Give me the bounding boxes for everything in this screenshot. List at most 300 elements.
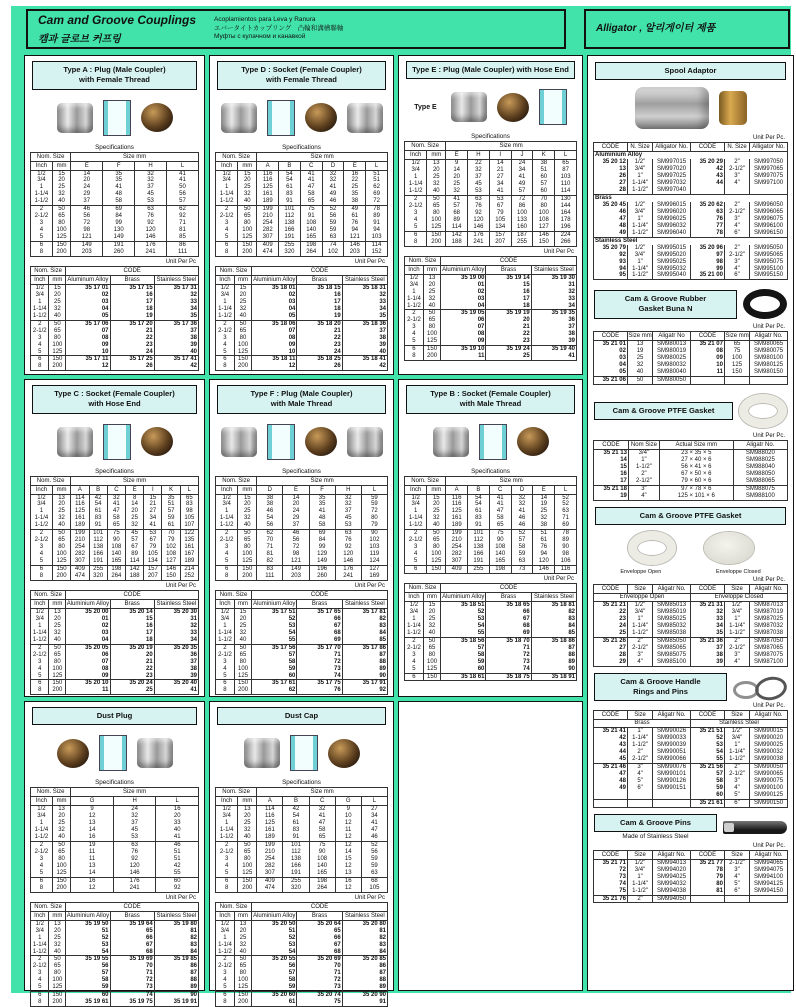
table-row: 75 1-1/2" SM994038 81 6" SM994150 xyxy=(594,888,788,895)
dark-coupler-image xyxy=(517,427,549,456)
data-table: Nom. Size Size mm Inch mm A B C D E L 1/2 15 116 54 41 32 14 52 3/4 20 116 54 41 32 19 52 1 25 125 61 47 41 25 63 1-1/4 32 161 83 58 46 32 71 1-1/2 40 189 91 65 46 38 69 2 50 199 101 75 52 51 78 2-1/2 65 210 112 90 57 61 89 3 80 254 138 108 58 76 90 4 100 282 166 140 59 94 98 5 125 307 191 165 63 120 106 6 150 409 255 198 73 146 116 xyxy=(404,476,577,574)
table-row: 35 20 79 1/2" SM995015 35 20 96 2" SM995050 xyxy=(594,245,788,252)
table-row: 1-1/4 32 04 18 34 xyxy=(216,306,388,313)
table-row: 2 50 35 19 05 35 19 19 35 19 35 xyxy=(405,310,577,317)
table-row: 3/4 20 51 65 81 xyxy=(216,928,388,935)
metal-coupler-image xyxy=(347,427,383,457)
table-row: 2-1/2 65 07 21 37 xyxy=(216,328,388,335)
section-type-b xyxy=(398,379,583,697)
table-row: 5 125 114 146 134 160 127 196 xyxy=(405,224,577,231)
metal-coupler-image xyxy=(221,103,257,133)
metal-coupler-image xyxy=(244,738,280,768)
table-row: 1-1/2 40 54 68 84 xyxy=(216,949,388,956)
table-row: 3/4 20 01 15 31 xyxy=(405,282,577,289)
table-row: 5 125 307 191 165 63 120 106 xyxy=(405,558,577,565)
section-ptfe-gasket-1 xyxy=(593,391,788,501)
table-row: 3/4 20 02 16 32 xyxy=(216,292,388,299)
spec-caption: Specifications xyxy=(471,133,510,141)
table-row: 47 1" SM996025 76 3" SM996075 xyxy=(594,216,788,223)
table-row: 1-1/2 40 04 18 34 xyxy=(405,303,577,310)
type-b-code-table xyxy=(404,583,577,681)
table-row: 1 25 125 61 47 41 25 63 xyxy=(405,508,577,515)
table-row: 1/2 13 9 24 16 xyxy=(31,806,199,813)
table-row: 1 25 52 66 82 xyxy=(216,935,388,942)
table-row: 1 25 53 67 83 xyxy=(216,623,388,630)
table-row: 2-1/2 65 210 112 90 14 56 xyxy=(216,849,388,856)
table-row: 49 6" SM990151 59 4" SM990100 xyxy=(594,785,788,792)
dark-coupler-image xyxy=(141,103,173,132)
section-title: Type A : Plug (Male Coupler) with Female Thread xyxy=(32,61,197,90)
table-row: 8 200 12 26 42 xyxy=(216,363,388,370)
table-row: 1 25 24 41 37 50 xyxy=(31,184,199,191)
section-type-f xyxy=(209,379,394,697)
table-row: 6 150 35 20 10 35 20 24 35 20 40 xyxy=(31,680,199,687)
table-row: 1 25 03 17 33 xyxy=(31,299,199,306)
data-table: Nom. Size CODE Inch mm Aluminum Alloy Brass Stainless Steel 1/2 15 35 17 01 35 17 15 35 17 31 3/4 20 02 16 32 1 25 03 17 33 1-1/4 32 04 18 34 1-1/2 40 05 19 35 2 50 35 17 06 35 17 20 35 17 36 2-1/2 65 07 21 37 3 80 08 22 38 4 100 09 23 39 5 125 10 24 40 6 150 35 17 11 35 17 25 35 17 41 8 200 12 26 42 xyxy=(30,266,199,371)
table-row: 1-1/2 40 32 53 41 57 60 114 xyxy=(405,188,577,195)
table-row: 1 25 03 17 33 xyxy=(216,299,388,306)
table-row: 3 80 08 22 38 xyxy=(216,335,388,342)
table-row: 3/4 20 52 66 82 xyxy=(216,616,388,623)
table-row: 2 50 199 101 75 52 51 78 xyxy=(405,530,577,537)
table-row: 2-1/2 65 11 76 51 xyxy=(31,849,199,856)
section-title: Type F : Plug (Male Coupler) with Male Thread xyxy=(217,385,386,414)
header-translations: Acoplamientos para Leva y Ranura エバータイトカップリング 凸輪和溝槽聯軸 Муфты с кулачном и канавкой xyxy=(214,15,344,41)
data-table: Nom. Size CODE Inch mm Aluminium Alloy Brass Stainless Steel 1/2 13 35 19 50 35 19 64 35 19 80 3/4 20 51 65 81 1 25 52 66 82 1-1/4 32 53 67 83 1-1/2 40 54 68 84 2 50 35 19 55 35 19 69 35 19 85 2-1/2 65 56 70 86 3 80 57 71 87 4 100 58 72 88 5 125 59 73 89 6 150 60 74 90 8 200 35 19 61 35 19 75 35 19 91 xyxy=(30,902,199,1007)
data-table: Nom. Size CODE Inch mm Aluminium Alloy Brass Stainless Steel 1/2 15 35 17 51 35 17 65 35 17 81 3/4 20 52 66 82 1 25 53 67 83 1-1/4 32 54 68 84 1-1/2 40 55 69 85 2 50 35 17 56 35 17 70 35 17 86 2-1/2 65 57 71 87 3 80 58 72 88 4 100 59 73 89 5 125 60 74 90 6 150 35 17 61 35 17 75 35 17 91 8 200 62 76 92 xyxy=(215,590,388,695)
section-title: Cam & Groove Rubber Gasket Buna N xyxy=(594,290,737,319)
table-row: 2-1/2 65 210 112 91 56 61 89 xyxy=(216,213,388,220)
table-row: 6 150 35 19 10 35 19 24 35 19 40 xyxy=(405,346,577,353)
table-row: 6 150 83 149 196 176 127 xyxy=(216,566,388,573)
dust-plug-code-table xyxy=(30,902,199,1007)
pin-image-wrap xyxy=(723,815,787,839)
table-row: 35 21 46 3" SM990076 35 21 56 2" SM990050 xyxy=(594,763,788,770)
envelope-captions: Enveloppe Open Enveloppe Closed xyxy=(620,569,761,576)
table-row: 25 1-1/2" SM985038 35 1-1/2" SM987038 xyxy=(594,630,788,637)
data-table: Nom. Size Size mm Inch mm E F H L 1/2 15 14 35 32 41 3/4 20 20 35 32 41 1 25 24 41 37 50 1-1/4 32 29 48 45 56 1-1/2 40 37 58 53 57 2 50 46 69 63 62 2-1/2 65 56 84 76 92 3 80 72 99 92 71 4 100 98 130 120 81 5 125 121 149 146 85 6 150 149 191 176 86 8 200 203 260 241 111 xyxy=(30,152,199,257)
table-row: 2-1/2 65 06 20 36 xyxy=(31,652,199,659)
table-row: 1/2 15 38 14 35 32 59 xyxy=(216,494,388,501)
dust-cap-code-table xyxy=(215,902,388,1007)
section-title: Dust Plug xyxy=(32,707,197,725)
dust-cap-illustrations xyxy=(215,728,388,778)
tech-drawing-image xyxy=(99,735,127,771)
table-row: 2-1/2 65 70 56 84 76 102 xyxy=(216,537,388,544)
section-title: Cam & Groove Pins xyxy=(594,814,717,832)
table-row: 2 50 35 20 05 35 20 19 35 20 35 xyxy=(31,644,199,651)
table-row: 4 100 282 166 140 89 105 108 167 xyxy=(31,551,199,558)
rubber-gasket-table xyxy=(593,331,788,385)
section-type-d xyxy=(209,55,394,375)
table-row: 2 50 41 63 53 72 70 130 xyxy=(405,196,577,203)
type-b-spec-table xyxy=(404,476,577,574)
white-ring-image xyxy=(739,394,787,428)
table-row: 27 1-1/4" SM997032 44 4" SM997100 xyxy=(594,180,788,187)
table-row: 1-1/2 40 05 19 35 xyxy=(216,313,388,320)
table-row: 16 2" 67 × 50 × 6 SM988050 xyxy=(594,471,788,478)
type-b-illustrations xyxy=(404,417,577,467)
table-row: 1-1/4 32 161 83 58 11 47 xyxy=(216,827,388,834)
table-row: 35 21 41 1" SM990026 35 21 51 1/2" SM990015 xyxy=(594,728,788,735)
table-row: 1 25 46 24 41 37 72 xyxy=(216,508,388,515)
table-row: 2 50 46 69 63 62 xyxy=(31,206,199,213)
table-row: 1-1/2 40 05 19 35 xyxy=(31,313,199,320)
table-row: 5 125 121 149 146 85 xyxy=(31,234,199,241)
white-disc-image xyxy=(704,532,754,564)
table-row: 4 100 282 166 140 59 94 94 xyxy=(216,227,388,234)
table-row: 35 21 18 3" 97 × 78 × 6 SM988075 xyxy=(594,485,788,492)
table-row: 1-1/2 40 189 91 65 12 46 xyxy=(216,834,388,841)
table-row: 19 4" 125 × 101 × 6 SM988100 xyxy=(594,493,788,500)
table-row: 1/2 15 116 54 41 32 16 51 xyxy=(216,170,388,177)
section-title: Type C : Socket (Female Coupler) with Hose End xyxy=(32,385,197,414)
table-row: 3/4 20 02 16 32 xyxy=(31,292,199,299)
table-row: 35 21 71 1/2" SM994013 35 21 77 2-1/2" SM994065 xyxy=(594,859,788,866)
data-table: Nom. Size CODE Inch mm Aluminium Alloy Brass Stainless Steel 1/2 13 35 19 00 35 19 14 35 19 30 3/4 20 01 15 31 1 25 02 16 32 1-1/4 32 03 17 33 1-1/2 40 04 18 34 2 50 35 19 05 35 19 19 35 19 35 2-1/2 65 06 20 36 3 80 07 21 37 4 100 08 22 38 5 125 09 23 39 6 150 35 19 10 35 19 24 35 19 40 8 200 11 25 41 xyxy=(404,256,577,361)
table-row: 03 25 SM980025 09 100 SM980100 xyxy=(594,355,788,362)
table-row: 3 80 07 21 37 xyxy=(31,659,199,666)
section-dust-plug xyxy=(24,701,205,1006)
type-f-code-table xyxy=(215,590,388,695)
table-row: 6 150 35 20 60 35 20 74 35 20 90 xyxy=(216,992,388,999)
table-row: 1/2 15 35 18 01 35 18 15 35 18 31 xyxy=(216,284,388,291)
table-row: 1/2 13 114 42 32 9 27 xyxy=(216,806,388,813)
type-d-spec-table xyxy=(215,152,388,257)
ptfe-gasket-table-2 xyxy=(593,584,788,667)
tech-drawing-image xyxy=(103,100,131,136)
table-row: 5 125 307 191 165 13 63 xyxy=(216,870,388,877)
ptfe-gasket-table-1 xyxy=(593,440,788,501)
table-row: 1-1/4 32 54 29 48 45 80 xyxy=(216,515,388,522)
table-row: 2-1/2 65 210 112 90 57 61 89 xyxy=(405,537,577,544)
table-row: 4 100 58 72 88 xyxy=(31,977,199,984)
type-e-illustrations xyxy=(404,82,577,132)
table-row: 35 20 12 1/2" SM997015 35 20 29 2" SM997050 xyxy=(594,159,788,166)
table-row: 1-1/4 32 161 83 58 49 35 69 xyxy=(216,191,388,198)
table-row: 8 200 11 25 41 xyxy=(31,687,199,694)
table-row: 23 1" SM985025 33 1" SM987025 xyxy=(594,616,788,623)
table-row: 8 200 474 320 264 12 105 xyxy=(216,885,388,892)
table-row: 5 125 82 121 149 146 124 xyxy=(216,558,388,565)
table-row: 4 100 09 23 39 xyxy=(216,342,388,349)
table-row: 3/4 20 01 15 31 xyxy=(31,616,199,623)
table-row: 4 100 09 23 39 xyxy=(31,342,199,349)
unit-label: Unit Per Pc xyxy=(165,894,196,901)
unit-label: Unit Per Pc xyxy=(165,582,196,589)
section-title: Cam & Groove Handle Rings and Pins xyxy=(594,673,727,702)
metal-rings-image xyxy=(733,677,787,697)
table-row: 1 25 20 37 27 41 60 103 xyxy=(405,174,577,181)
table-row: 2-1/2 65 56 84 76 92 xyxy=(31,213,199,220)
unit-label: Unit Per Pc xyxy=(354,582,385,589)
table-row: 4 100 59 73 89 xyxy=(405,659,577,666)
table-row: 17 2-1/2" 79 × 60 × 6 SM988065 xyxy=(594,478,788,485)
table-row: 1 25 02 16 32 xyxy=(405,289,577,296)
table-row: 27 2-1/2" SM985065 37 2-1/2" SM987065 xyxy=(594,645,788,652)
table-row: 1-1/2 40 55 69 85 xyxy=(216,637,388,644)
table-row: 4 100 81 98 129 120 119 xyxy=(216,551,388,558)
table-row: 13 3/4" SM997020 42 2-1/2" SM997065 xyxy=(594,166,788,173)
table-row: 1/2 15 35 18 51 35 18 65 35 18 81 xyxy=(405,601,577,608)
brass-plug-image xyxy=(719,91,747,125)
table-row: 8 200 12 241 92 xyxy=(31,885,199,892)
data-table: CODE Nom Size Actual Size mm Aligatr No. 35 21 13 3/4" 23 × 35 × 5 SM988020 14 1" 27 × 40 × 6 SM988025 15 1-1/2" 56 × 41 × 6 SM988040 16 2" 67 × 50 × 6 SM988050 17 2-1/2" 79 × 60 × 6 SM988065 35 21 18 3" 97 × 78 × 6 SM988075 19 4" 125 × 101 × 6 SM988100 xyxy=(593,440,788,501)
table-row: 1/2 15 14 35 32 41 xyxy=(31,170,199,177)
table-row: 1/2 13 35 19 00 35 19 14 35 19 30 xyxy=(405,274,577,281)
table-row: 3 80 254 138 108 67 79 102 161 xyxy=(31,544,199,551)
spec-caption: Specifications xyxy=(282,779,321,787)
table-row: 1-1/2 40 55 69 85 xyxy=(405,630,577,637)
table-row: 35 21 01 13 SM980013 35 21 07 65 SM980065 xyxy=(594,341,788,348)
type-a-code-table xyxy=(30,266,199,371)
metal-coupler-image xyxy=(57,427,93,457)
table-row: 26 1" SM997025 43 3" SM997075 xyxy=(594,173,788,180)
table-row: 1-1/4 32 04 18 34 xyxy=(31,306,199,313)
type-e-spec-table xyxy=(404,141,577,246)
spec-caption: Specifications xyxy=(471,467,510,475)
table-row: 3 80 254 138 108 15 59 xyxy=(216,856,388,863)
table-row: 6 150 142 176 157 187 146 224 xyxy=(405,231,577,238)
table-row: 35 21 21 1/2" SM985013 35 21 31 1/2" SM987013 xyxy=(594,602,788,609)
section-spool-adaptor xyxy=(593,62,788,280)
tech-drawing-image xyxy=(267,424,295,460)
data-table: CODE N. Size Alligator No. CODE N. Size Alligator No. Aluminium Alloy 35 20 12 1/2" SM997015 35 20 29 2" SM997050 13 3/4" SM997020 42 2-1/2" SM997065 26 1" SM997025 43 3" SM997075 27 1-1/4" SM997032 44 4" SM997100 28 1-1/2" SM997040 Brass 35 20 45 1/2" SM996015 35 20 62 2" SM996050 46 3/4" SM996020 63 2-1/2" SM996065 47 1" SM996025 76 3" SM996075 48 1-1/4" SM996032 77 4" SM996100 49 1-1/2" SM996040 78 6" SM996150 Stainless Steel 35 20 79 1/2" SM995015 35 20 96 2" SM995050 92 3/4" SM995020 97 2-1/2" SM995065 93 1" SM995025 98 3" SM995075 94 1-1/4" SM995032 99 4" SM995100 95 1-1/2" SM995040 35 21 00 6" SM995150 xyxy=(593,142,788,280)
table-row: 3/4 20 14 32 21 34 51 87 xyxy=(405,167,577,174)
table-row: 3/4 20 38 20 35 32 59 xyxy=(216,501,388,508)
dust-cap-spec-table xyxy=(215,787,388,892)
table-row: 2-1/2 65 56 70 86 xyxy=(31,963,199,970)
dust-plug-spec-table xyxy=(30,787,199,892)
unit-label: Unit Per Pc xyxy=(354,258,385,265)
handle-rings-table xyxy=(593,710,788,807)
table-row: 3 80 07 21 37 xyxy=(405,324,577,331)
data-table: Nom. Size CODE Inch mm Aluminium Alloy Brass Stainless Steel 1/2 15 35 18 01 35 18 15 35 18 31 3/4 20 02 16 32 1 25 03 17 33 1-1/4 32 04 18 34 1-1/2 40 05 19 35 2 50 35 18 06 35 18 20 35 18 36 2-1/2 65 07 21 37 3 80 08 22 38 4 100 09 23 39 5 125 10 24 40 6 150 35 18 11 35 18 25 35 18 41 8 200 12 26 42 xyxy=(215,266,388,371)
table-row: 24 1-1/4" SM985032 34 1-1/4" SM987032 xyxy=(594,623,788,630)
table-row: 1-1/4 32 53 67 83 xyxy=(216,942,388,949)
metal-coupler-image xyxy=(57,103,93,133)
table-row: 2 50 19 63 46 xyxy=(31,842,199,849)
table-row: 1/2 13 114 42 32 8 15 35 65 xyxy=(31,494,199,501)
unit-label: Unit Per Pc xyxy=(543,575,574,582)
table-row: 4 100 89 120 105 133 108 178 xyxy=(405,217,577,224)
pins-subtitle: Made of Stainless Steel xyxy=(622,832,689,840)
table-row: 5 125 307 191 165 114 134 127 189 xyxy=(31,558,199,565)
type-c-spec-table xyxy=(30,476,199,581)
spec-caption: Specifications xyxy=(282,467,321,475)
table-row: 49 1-1/2" SM996040 78 6" SM996150 xyxy=(594,230,788,237)
table-row: 2-1/2 65 210 112 90 57 67 79 135 xyxy=(31,537,199,544)
type-d-code-table xyxy=(215,266,388,371)
table-row: 1 25 13 37 33 xyxy=(31,820,199,827)
data-table: CODE Size Aligatr No. CODE Size Aligatr No. 35 21 71 1/2" SM994013 35 21 77 2-1/2" SM994065 72 3/4" SM994020 78 3" SM994075 73 1" SM994025 79 4" SM994100 74 1-1/4" SM994032 80 5" SM994125 75 1-1/2" SM994038 81 6" SM994150 35 21 76 2" SM994050 xyxy=(593,850,788,904)
table-row: 3 80 68 92 79 100 100 164 xyxy=(405,210,577,217)
table-row: 3 80 08 22 38 xyxy=(31,335,199,342)
data-table: CODE Size Aligatr No. CODE Size Aligatr No. Enveloppe Open Enveloppe Closed 35 21 21 1/2" SM985013 35 21 31 1/2" SM987013 22 3/4" SM985019 32 3/4" SM987019 23 1" SM985025 33 1" SM987025 24 1-1/4" SM985032 34 1-1/4" SM987032 25 1-1/2" SM985038 35 1-1/2" SM987038 35 21 26 2" SM985050 35 21 36 2" SM987050 27 2-1/2" SM985065 37 2-1/2" SM987065 28 3" SM985075 38 3" SM987075 29 4" SM985100 39 4" SM987100 xyxy=(593,584,788,667)
table-row: 4 100 08 22 38 xyxy=(31,666,199,673)
page-header-right xyxy=(584,9,790,49)
table-row: 6 150 60 74 90 xyxy=(31,992,199,999)
section-title: Spool Adaptor xyxy=(595,62,786,80)
table-row: 1/2 15 35 17 51 35 17 65 35 17 81 xyxy=(216,608,388,615)
content-layout xyxy=(24,55,794,1006)
unit-label: Unit Per Pc. xyxy=(752,324,785,331)
table-row: 8 200 61 75 91 xyxy=(216,999,388,1006)
table-row: 1-1/2 40 189 91 65 32 41 61 107 xyxy=(31,522,199,529)
table-row: 45 2-1/2" SM990066 55 1-1/2" SM990038 xyxy=(594,756,788,763)
dark-coupler-image xyxy=(497,93,529,122)
spec-caption: Specifications xyxy=(95,467,134,475)
column-3 xyxy=(398,55,583,991)
table-row: 72 3/4" SM994020 78 3" SM994075 xyxy=(594,867,788,874)
metal-coupler-image xyxy=(347,103,383,133)
spool-table xyxy=(593,142,788,280)
table-row: 1-1/2 40 189 91 65 46 38 69 xyxy=(405,522,577,529)
column-2 xyxy=(209,55,394,1006)
table-row: 4 100 282 166 140 59 94 98 xyxy=(405,551,577,558)
table-row: 1-1/2 40 54 68 84 xyxy=(31,949,199,956)
table-row: 2-1/2 65 07 21 37 xyxy=(31,328,199,335)
table-row: 8 200 111 203 260 241 169 xyxy=(216,573,388,580)
table-row: 35 20 45 1/2" SM996015 35 20 62 2" SM996050 xyxy=(594,202,788,209)
metal-coupler-image xyxy=(451,92,487,122)
table-row: 1 25 02 16 32 xyxy=(31,623,199,630)
metal-coupler-image xyxy=(433,427,469,457)
table-row: 3 80 58 72 88 xyxy=(405,652,577,659)
table-row: 28 1-1/2" SM997040 xyxy=(594,187,788,194)
table-row: 4 100 98 130 120 81 xyxy=(31,227,199,234)
table-row: 05 40 SM980040 11 150 SM980150 xyxy=(594,369,788,376)
data-table: Nom. Size Size mm Inch mm A B C E I K L 1/2 13 114 42 32 8 15 35 65 3/4 20 116 54 41 14 21 51 83 1 25 125 61 47 20 27 57 98 1-1/4 32 161 83 58 25 34 59 105 1-1/2 40 189 91 65 32 41 61 107 2 50 199 101 75 45 53 70 122 2-1/2 65 210 112 90 57 67 79 135 3 80 254 138 108 67 79 102 161 4 100 282 166 140 89 105 108 167 5 125 307 191 165 114 134 127 189 6 150 409 255 198 142 157 146 214 8 200 474 320 264 188 207 150 252 xyxy=(30,476,199,581)
unit-label: Unit Per Pc. xyxy=(752,703,785,710)
table-row: 4 100 58 72 88 xyxy=(216,977,388,984)
table-row: 5 125 10 24 40 xyxy=(216,349,388,356)
dark-coupler-image xyxy=(305,427,337,456)
table-row: 6 150 35 18 11 35 18 25 35 18 41 xyxy=(216,356,388,363)
table-row: 35 21 06 50 SM980050 xyxy=(594,377,788,385)
table-row: 2 50 62 46 69 63 90 xyxy=(216,530,388,537)
page-title-korean: 캠과 글로브 커프링 xyxy=(38,33,121,45)
tech-drawing-image xyxy=(539,89,567,125)
table-row: 1 25 125 61 47 41 25 62 xyxy=(216,184,388,191)
table-row: 1-1/4 32 03 17 33 xyxy=(31,630,199,637)
black-oring-image xyxy=(743,289,787,319)
table-row: 1/2 13 35 20 50 35 20 64 35 20 80 xyxy=(216,920,388,927)
metal-spool-image xyxy=(635,87,709,129)
section-handle-rings xyxy=(593,673,788,808)
data-table: Nom. Size CODE Inch mm Aluminium Alloy Brass Stainless Steel 1/2 15 35 18 51 35 18 65 35 18 81 3/4 20 52 66 82 1 25 53 67 83 1-1/4 32 54 68 84 1-1/2 40 55 69 85 2 50 35 18 56 35 18 70 35 18 86 2-1/2 65 57 71 87 3 80 58 72 88 4 100 59 73 89 5 125 60 74 90 6 150 35 18 61 35 18 75 35 18 91 xyxy=(404,583,577,681)
tech-drawing-image xyxy=(290,735,318,771)
spec-caption: Specifications xyxy=(95,779,134,787)
section-title: Type B : Socket (Female Coupler) with Male Thread xyxy=(406,385,575,414)
table-row: 4 100 282 166 140 12 59 xyxy=(216,863,388,870)
table-row: 1 25 125 61 47 12 41 xyxy=(216,820,388,827)
type-f-spec-table xyxy=(215,476,388,581)
data-table: CODE Size mm Aligatr No CODE Size mm Aligatr No. 35 21 01 13 SM980013 35 21 07 65 SM980065 02 19 SM980019 08 75 SM980075 03 25 SM980025 09 100 SM980100 04 32 SM980032 10 125 SM980125 05 40 SM980040 11 150 SM980150 35 21 06 50 SM980050 xyxy=(593,331,788,385)
dark-coupler-image xyxy=(57,739,89,768)
table-row: 4 100 59 73 89 xyxy=(216,666,388,673)
ptfe-ring-image-wrap xyxy=(739,392,787,430)
table-row: 2 50 35 18 06 35 18 20 35 18 36 xyxy=(216,320,388,327)
table-row: 8 200 35 19 61 35 19 75 35 19 91 xyxy=(31,999,199,1006)
table-row: 93 1" SM995025 98 3" SM995075 xyxy=(594,259,788,266)
table-row: 2 50 35 20 55 35 20 69 35 20 85 xyxy=(216,956,388,963)
table-row: 1/2 13 35 20 00 35 20 14 35 20 30 xyxy=(31,608,199,615)
data-table: CODE Size Aligatr No. CODE Size Aligatr No. Brass Stainless Steel 35 21 41 1" SM990026 35 21 51 1/2" SM990015 42 1-1/4" SM990033 52 3/4" SM990020 43 1-1/2" SM990039 53 1" SM990025 44 2" SM990051 54 1-1/4" SM990032 45 2-1/2" SM990066 55 1-1/2" SM990038 35 21 46 3" SM990076 35 21 56 2" SM990050 47 4" SM990101 57 2-1/2" SM990065 48 5" SM990126 58 3" SM990075 49 6" SM990151 59 4" SM990100 60 5" SM990125 35 21 61 6" SM990150 xyxy=(593,710,788,807)
table-row: 3/4 20 12 32 20 xyxy=(31,813,199,820)
table-row: 6 150 35 17 11 35 17 25 35 17 41 xyxy=(31,356,199,363)
dark-coupler-image xyxy=(305,103,337,132)
page-header xyxy=(26,9,566,49)
table-row: 35 21 13 3/4" 23 × 35 × 5 SM988020 xyxy=(594,450,788,457)
table-row: 1/2 15 35 17 01 35 17 15 35 17 31 xyxy=(31,284,199,291)
unit-label: Unit Per Pc. xyxy=(752,577,785,584)
table-row: 8 200 474 320 264 188 207 150 252 xyxy=(31,573,199,580)
table-row: 8 200 12 26 42 xyxy=(31,363,199,370)
table-row: 6 150 409 255 198 142 157 146 214 xyxy=(31,566,199,573)
section-type-e xyxy=(398,55,583,375)
table-row: 48 5" SM990126 58 3" SM990075 xyxy=(594,778,788,785)
table-row: 04 32 SM980032 10 125 SM980125 xyxy=(594,362,788,369)
table-row: 60 5" SM990125 xyxy=(594,792,788,799)
table-row: 6 150 16 176 60 xyxy=(31,877,199,884)
data-table: Nom. Size Size mm Inch mm G H L 1/2 13 9 24 16 3/4 20 12 32 20 1 25 13 37 33 1-1/4 32 14 45 40 1-1/2 40 16 53 41 2 50 19 63 46 2-1/2 65 11 76 51 3 80 11 92 51 4 100 13 120 42 5 125 14 146 55 6 150 16 176 60 8 200 12 241 92 xyxy=(30,787,199,892)
section-title: Type D : Socket (Female Coupler) with Female Thread xyxy=(217,61,386,90)
table-row: 2 50 199 101 75 45 53 70 122 xyxy=(31,530,199,537)
black-pin-image xyxy=(723,821,787,834)
o-ring-image-wrap xyxy=(743,287,787,321)
table-row: 22 3/4" SM985019 32 3/4" SM987019 xyxy=(594,609,788,616)
table-row: 5 125 14 146 55 xyxy=(31,870,199,877)
table-row: 1/2 13 35 19 50 35 19 64 35 19 80 xyxy=(31,920,199,927)
table-row: 1-1/2 40 04 18 34 xyxy=(31,637,199,644)
type-f-illustrations xyxy=(215,417,388,467)
table-row: 1-1/4 32 161 83 58 25 34 59 105 xyxy=(31,515,199,522)
table-row: 3 80 254 138 108 58 76 90 xyxy=(405,544,577,551)
table-row: 1-1/4 32 161 83 58 46 32 71 xyxy=(405,515,577,522)
dark-coupler-image xyxy=(328,739,360,768)
page-title: Cam and Groove Couplings xyxy=(38,13,197,28)
table-row: 1-1/4 32 03 17 33 xyxy=(405,296,577,303)
table-row: 1-1/2 40 189 91 65 46 38 72 xyxy=(216,198,388,205)
white-ring-image xyxy=(628,531,676,565)
header-title-block xyxy=(38,13,196,44)
table-row: 2 50 35 17 06 35 17 20 35 17 36 xyxy=(31,320,199,327)
unit-label: Unit Per Pc xyxy=(543,248,574,255)
table-row: 6 150 409 255 198 73 146 116 xyxy=(405,566,577,574)
table-row: 3 80 58 72 88 xyxy=(216,659,388,666)
table-row: 1-1/4 32 53 67 83 xyxy=(31,942,199,949)
section-title: Cam & Groove PTFE Gasket xyxy=(594,402,733,420)
table-row: 74 1-1/4" SM994032 80 5" SM994125 xyxy=(594,881,788,888)
table-row: 2-1/2 65 57 76 67 86 80 144 xyxy=(405,203,577,210)
table-row: 6 150 409 255 198 74 146 114 xyxy=(216,242,388,249)
table-row: 3 80 71 72 99 92 103 xyxy=(216,544,388,551)
table-row: 5 125 307 191 165 63 121 103 xyxy=(216,234,388,241)
section-ptfe-gasket-2 xyxy=(593,507,788,667)
table-row: 4 100 08 22 38 xyxy=(405,331,577,338)
table-row: 1-1/4 32 25 45 34 49 57 110 xyxy=(405,181,577,188)
section-pins xyxy=(593,814,788,904)
tech-drawing-image xyxy=(479,424,507,460)
column-1 xyxy=(24,55,205,1006)
unit-label: Unit Per Pc xyxy=(165,258,196,265)
table-row: 3/4 20 52 66 82 xyxy=(405,609,577,616)
section-type-c xyxy=(24,379,205,697)
table-row: 2-1/2 65 57 71 87 xyxy=(405,645,577,652)
table-row: 1/2 15 116 54 41 32 14 52 xyxy=(405,494,577,501)
table-row: 3 80 72 99 92 71 xyxy=(31,220,199,227)
